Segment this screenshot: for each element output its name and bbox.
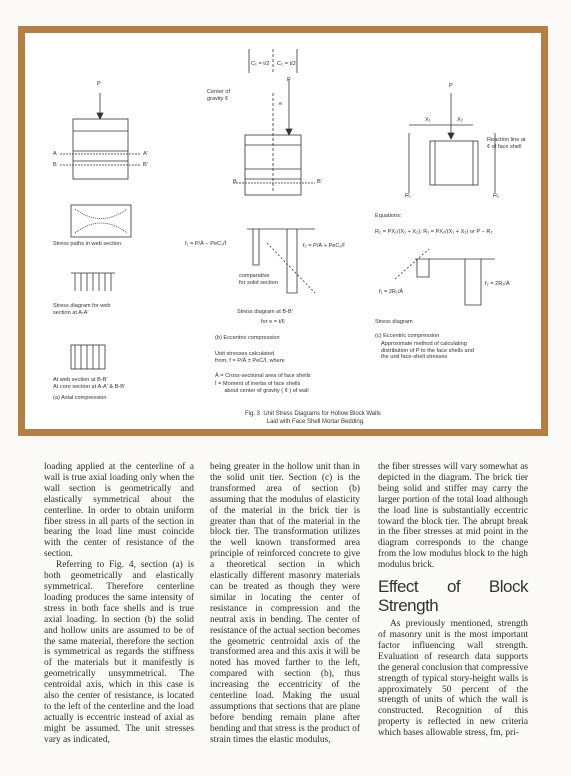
r2-label: R₂: [493, 193, 500, 199]
stress-paths-label: Stress paths in web section: [53, 241, 122, 247]
col2-paragraph-1: being greater in the hollow unit than in the solid unit tier. Section (c) is the transformed area of section (b) assuming that the modulus of elasticity of the material in the brick tier is greater than that of the material in the block tier. The transformation utilizes the well known transformed area principle of reinforced concrete to give a theoretical section in which elastically different masonry materials can be treated as though they were similar in locating the center of resistance in compression and the neutral axis in bending. The center of resistance of the actual section becomes the geometric centroidal axis of the transformed area and this axis it will be noted has moved farther to the left, compared with section (b), thus increasing the eccentricity of the centerline load. Making the usual assumptions that sections that are plane before bending remain plane after bending and that stress is the product of strain times the elastic modulus,: [210, 462, 360, 745]
col3-paragraph-2: As previously mentioned, strength of masonry unit is the most important factor influencing wall strength. Evaluation of research data supports the general conclusion that compressive strength of typical story-height walls is approximately 50 percent of the strength of units of which the wall is constructed. Recognition of this property is reflected in new criteria which bases allowable stress, fm, pri-: [378, 619, 528, 739]
section-b-right: B': [143, 162, 148, 168]
figure-3: [25, 33, 541, 429]
c1-label: C₁ = t/2: [251, 61, 270, 67]
section-a-right: A': [143, 151, 148, 157]
section-b-left: B: [53, 162, 57, 168]
section-a-left: A: [53, 151, 57, 157]
eccentricity-label: e: [279, 101, 283, 107]
article-body: [0, 462, 571, 776]
eccentric-b-caption: (b) Eccentric compression: [215, 335, 280, 341]
web-section-label: At web section at B-B' At core section at A-A' & B-B': [53, 377, 126, 390]
stress-bb-label: Stress diagram at B-B': [237, 309, 293, 315]
area-definition: Ā = Cross-sectional area of face shells: [215, 373, 311, 379]
x1-label: X₁: [425, 117, 431, 123]
f2-formula-c: f₂ = 2R₂/Ā: [485, 281, 510, 287]
reaction-line-label: Reaction line at ¢ of face shell: [487, 137, 526, 150]
load-label-a: P: [97, 81, 101, 87]
column-1: [44, 462, 194, 746]
x2-label: X₂: [457, 117, 463, 123]
inertia-definition: Ī = Moment of inertia of face shells about center of gravity ( ¢ ) of wall: [215, 381, 309, 394]
c2-label: C₂ = t/2: [277, 61, 296, 67]
axial-caption: (a) Axial compression: [53, 395, 107, 401]
comparative-label: comparative for solid section: [239, 273, 278, 286]
center-of-gravity-label: Center of gravity ¢: [207, 89, 231, 102]
load-label-b: P: [287, 77, 291, 83]
approx-method-text: Approximate method of calculating distribution of P to the face shells and the unit face-shell stresses: [381, 341, 474, 361]
section-b-right-b: B': [317, 179, 322, 185]
column-3: [378, 462, 528, 739]
f1-formula-c: f₁ = 2R₁/Ā: [379, 289, 404, 295]
figure-frame: [18, 26, 548, 436]
load-label-c: P: [449, 83, 453, 89]
col3-paragraph-1: the fiber stresses will vary somewhat as depicted in the diagram. The brick tier being solid and stiffer may carry the larger portion of the total load although the load line is substantially eccentric toward the block tier. The abrupt break in the fiber stresses at mid point in the diagram corresponds to the change from the low modulus block to the high modulus brick.: [378, 462, 528, 571]
f1-formula: f₁ = P/Ā − PeC₁/Ī: [185, 241, 227, 247]
equation: R₂ = PX₁/(X₁ + X₂); R₁ = PX₂/(X₁ + X₂) or P − R₂: [375, 229, 493, 235]
f2-formula: f₂ = P/Ā + PeC₂/Ī: [303, 243, 345, 249]
stress-web-label: Stress diagram for web section at A-A': [53, 303, 111, 316]
section-b-left-b: B: [233, 179, 237, 185]
column-2: [210, 462, 360, 746]
eccentricity-value: for e = t/6: [261, 319, 285, 325]
r1-label: R₁: [405, 193, 411, 199]
eccentric-c-caption: (c) Eccentric compression: [375, 333, 440, 339]
stress-diagram-label: Stress diagram: [375, 319, 413, 325]
section-heading: Effect of Block Strength: [378, 577, 528, 616]
equations-label: Equations:: [375, 213, 402, 219]
col1-paragraph-1: loading applied at the centerline of a wall is true axial loading only when the wall section is geometrically and elastically symmetrical about the centerline. In order to obtain uniform fiber stress in all parts of the section in bearing the load line must coincide with the center of resistance of the section.: [44, 462, 194, 560]
unit-stresses-text: Unit stresses calculated from, f = P/Ā ± PeC/Ī, where: [215, 351, 285, 364]
figure-caption: Fig. 3 Unit Stress Diagrams for Hollow Block Walls Laid with Face Shell Mortar Bedding.: [245, 411, 381, 425]
col1-paragraph-2: Referring to Fig. 4, section (a) is both geometrically and elastically symmetrical. Therefore centerline loading produces the same intensity of stress in both face shells and is true axial loading. In section (b) the solid and hollow units are assumed to be of the same material, therefore the section is symmetrical as regards the stiffness of the materials but it manifestly is geometrically unsymmetrical. The centroidal axis, which in this case is also the center of resistance, is located to the left of the centerline and the load actually is eccentric instead of axial as might be assumed. The unit stresses vary as indicated,: [44, 560, 194, 745]
